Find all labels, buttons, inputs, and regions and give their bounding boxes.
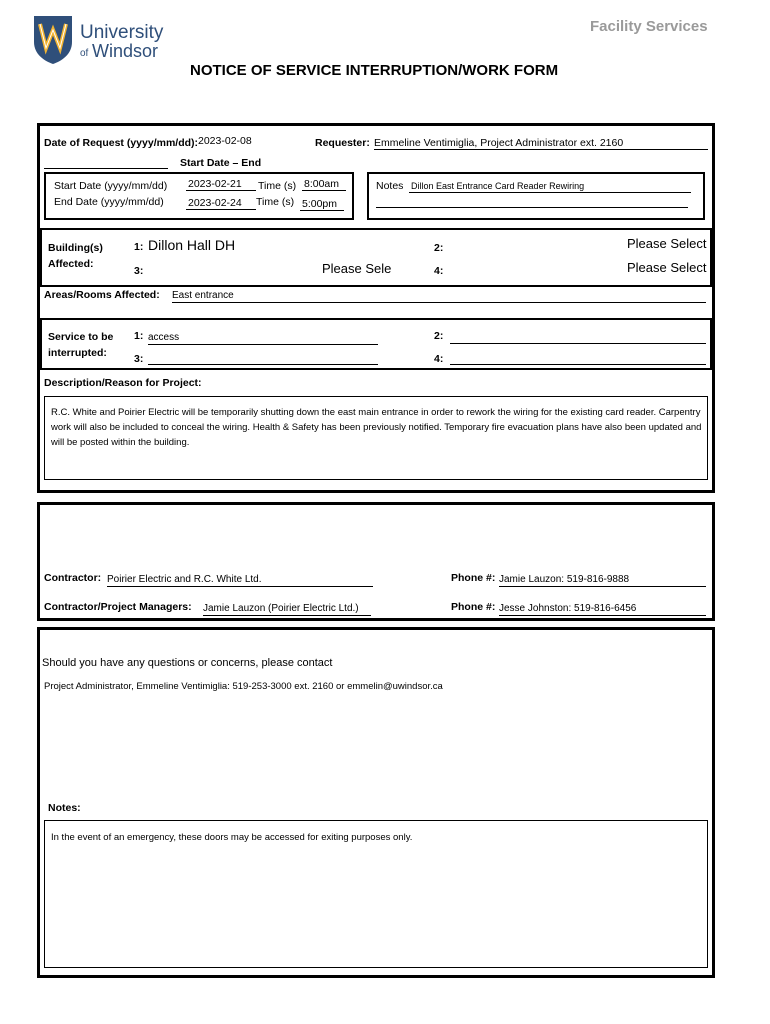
request-notes-line2 bbox=[376, 207, 688, 208]
start-date-label: Start Date (yyyy/mm/dd) bbox=[54, 180, 168, 192]
contractor-text: Poirier Electric and R.C. White Ltd. bbox=[107, 574, 262, 585]
pm-value[interactable] bbox=[203, 602, 371, 616]
service-3-num: 3: bbox=[134, 353, 144, 365]
service-4-num: 4: bbox=[434, 353, 444, 365]
building-3-select[interactable]: Please Sele bbox=[322, 261, 392, 276]
end-time-value[interactable]: 5:00pm bbox=[300, 198, 344, 211]
end-time-label: Time (s) bbox=[256, 196, 295, 208]
service-1-num: 1: bbox=[134, 330, 144, 342]
service-4-input[interactable] bbox=[450, 364, 706, 365]
facility-services: Facility Services bbox=[590, 18, 708, 35]
start-end-label: Start Date – End bbox=[180, 157, 262, 169]
request-notes-value[interactable]: Dillon East Entrance Card Reader Rewiring bbox=[409, 180, 691, 193]
request-notes-label: Notes bbox=[376, 180, 404, 192]
contact-notes-box[interactable] bbox=[44, 820, 708, 968]
start-date-value[interactable]: 2023-02-21 bbox=[186, 178, 256, 191]
logo-of: of bbox=[80, 48, 89, 59]
service-3-input[interactable] bbox=[148, 364, 378, 365]
building-1-select[interactable]: Dillon Hall DH bbox=[148, 237, 236, 253]
contact-line-2: Project Administrator, Emmeline Ventimiglia: 519-253-3000 ext. 2160 or emmelin@uwindsor.ca bbox=[44, 681, 443, 692]
building-1-num: 1: bbox=[134, 241, 144, 253]
start-time-label: Time (s) bbox=[258, 180, 297, 192]
description-box[interactable] bbox=[44, 396, 708, 480]
service-1-text: access bbox=[148, 332, 180, 343]
description-label: Description/Reason for Project: bbox=[44, 377, 202, 389]
contact-line-1: Should you have any questions or concerns, please contact bbox=[42, 657, 333, 669]
end-date-label: End Date (yyyy/mm/dd) bbox=[54, 196, 164, 208]
logo-windsor: Windsor bbox=[92, 41, 159, 61]
areas-text: East entrance bbox=[172, 290, 234, 301]
buildings-label-2: Affected: bbox=[48, 258, 94, 270]
end-date-value[interactable]: 2023-02-24 bbox=[186, 197, 256, 210]
building-4-select[interactable]: Please Select bbox=[627, 260, 707, 275]
contractor-phone-value[interactable] bbox=[499, 573, 706, 587]
pm-phone-value[interactable] bbox=[499, 602, 706, 616]
pm-label: Contractor/Project Managers: bbox=[44, 601, 192, 613]
logo-university: University bbox=[80, 22, 164, 43]
contractor-phone-label: Phone #: bbox=[451, 572, 496, 584]
contact-notes-label: Notes: bbox=[48, 802, 81, 814]
building-3-num: 3: bbox=[134, 265, 144, 277]
pm-phone-label: Phone #: bbox=[451, 601, 496, 613]
building-2-num: 2: bbox=[434, 242, 444, 254]
requester-label: Requester: bbox=[315, 137, 370, 149]
contractor-label: Contractor: bbox=[44, 572, 102, 584]
pm-text: Jamie Lauzon (Poirier Electric Ltd.) bbox=[203, 603, 359, 614]
buildings-box bbox=[40, 228, 712, 287]
request-underline bbox=[44, 168, 168, 169]
building-4-num: 4: bbox=[434, 265, 444, 277]
start-time-value[interactable]: 8:00am bbox=[302, 178, 346, 191]
date-of-request-value[interactable]: 2023-02-08 bbox=[198, 135, 252, 147]
contact-notes-text: In the event of an emergency, these doors may be accessed for exiting purposes only. bbox=[51, 832, 413, 843]
areas-label: Areas/Rooms Affected: bbox=[44, 289, 160, 301]
date-of-request-label: Date of Request (yyyy/mm/dd): bbox=[44, 137, 199, 149]
buildings-label-1: Building(s) bbox=[48, 242, 103, 254]
building-2-select[interactable]: Please Select bbox=[627, 236, 707, 251]
service-2-input[interactable] bbox=[450, 343, 706, 344]
description-text: R.C. White and Poirier Electric will be temporarily shutting down the east main entrance in order to rework the wiring for the existing card reader. Carpentry work will also be included to conceal the wiring. Health & Safety has been previously notified. Temporary fire evacuation plans have also been updated and will be posted within the building. bbox=[51, 407, 702, 448]
contractor-phone-text: Jamie Lauzon: 519-816-9888 bbox=[499, 574, 630, 585]
service-label-2: interrupted: bbox=[48, 347, 107, 359]
service-2-num: 2: bbox=[434, 330, 444, 342]
shield-icon bbox=[32, 14, 74, 66]
requester-text: Emmeline Ventimiglia, Project Administrator ext. 2160 bbox=[374, 137, 624, 149]
service-1-input[interactable] bbox=[148, 331, 378, 345]
university-logo bbox=[32, 14, 172, 70]
requester-value[interactable] bbox=[374, 137, 708, 150]
pm-phone-text: Jesse Johnston: 519-816-6456 bbox=[499, 603, 637, 614]
form-title: NOTICE OF SERVICE INTERRUPTION/WORK FORM bbox=[190, 62, 559, 79]
contractor-value[interactable] bbox=[107, 573, 373, 587]
service-label-1: Service to be bbox=[48, 331, 114, 343]
areas-value[interactable] bbox=[172, 289, 706, 303]
